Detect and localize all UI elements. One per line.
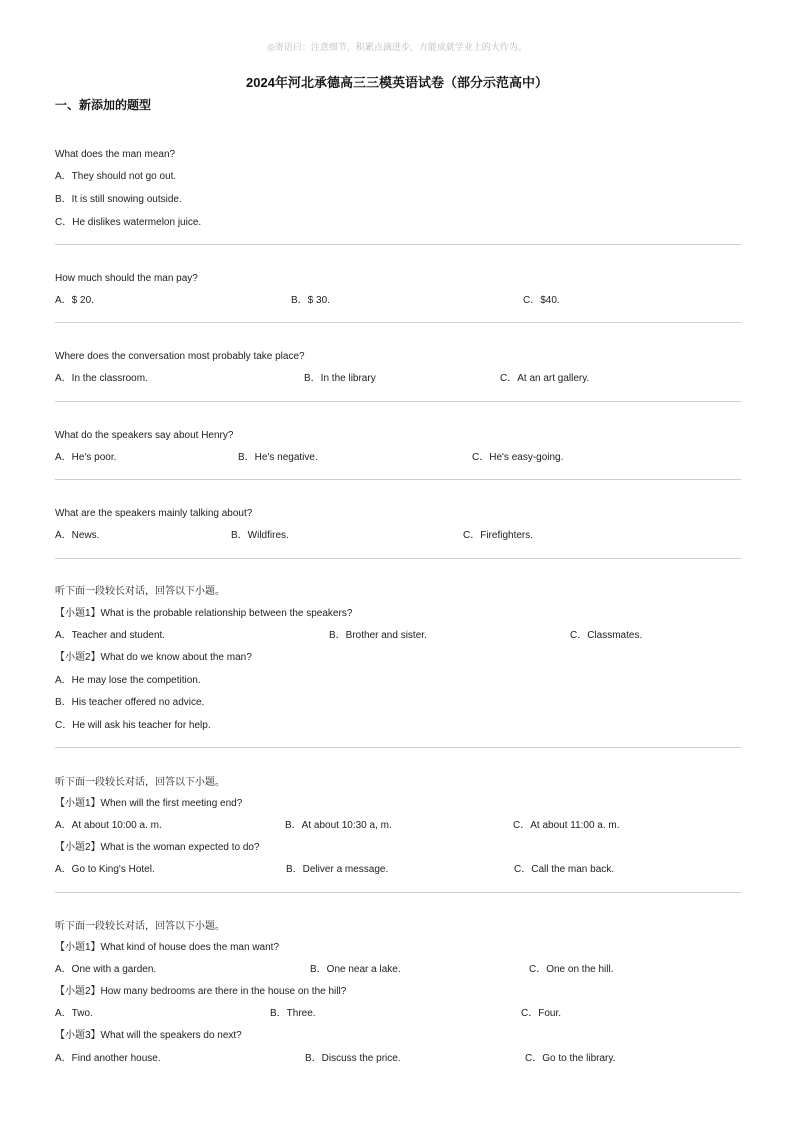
option-b: B．Three. <box>270 1008 316 1019</box>
option-a: A．One with a garden. <box>55 964 157 975</box>
option-a: A．He may lose the competition. <box>55 675 201 686</box>
question-stem: How much should the man pay? <box>55 273 198 284</box>
option-b: B．In the library <box>304 373 376 384</box>
section-heading: 一、新添加的题型 <box>55 98 152 112</box>
divider <box>55 892 741 893</box>
document-title: 2024年河北承德高三三模英语试卷（部分示范高中） <box>246 75 548 90</box>
option-a: A．Go to King's Hotel. <box>55 864 155 875</box>
option-c: C．He will ask his teacher for help. <box>55 720 211 731</box>
option-c: C．Call the man back. <box>514 864 615 875</box>
option-b: B．It is still snowing outside. <box>55 194 182 205</box>
option-c: C．One on the hill. <box>529 964 614 975</box>
divider <box>55 479 741 480</box>
question-stem: What are the speakers mainly talking about? <box>55 508 253 519</box>
option-b: B．Deliver a message. <box>286 864 389 875</box>
option-c: C．Classmates. <box>570 630 643 641</box>
question-stem: What do the speakers say about Henry? <box>55 430 234 441</box>
sub-question-stem: 【小题1】What is the probable relationship between the speakers? <box>55 608 353 619</box>
sub-question-stem: 【小题1】When will the first meeting end? <box>55 798 243 809</box>
option-a: A．In the classroom. <box>55 373 148 384</box>
option-b: B．At about 10:30 a, m. <box>285 820 392 831</box>
option-c: C．Four. <box>521 1008 562 1019</box>
option-b: B．$ 30. <box>291 295 330 306</box>
header-motto: ◎寄语曰：注意细节，积累点滴进步，方能成就学业上的大作为。 <box>267 43 527 53</box>
group-intro: 听下面一段较长对话，回答以下小题。 <box>55 586 225 597</box>
option-a: A．He's poor. <box>55 452 117 463</box>
divider <box>55 244 741 245</box>
divider <box>55 401 741 402</box>
option-c: C．At an art gallery. <box>500 373 590 384</box>
option-b: B．Discuss the price. <box>305 1053 401 1064</box>
option-a: A．Find another house. <box>55 1053 161 1064</box>
option-a: A．They should not go out. <box>55 171 177 182</box>
option-a: A．At about 10:00 a. m. <box>55 820 162 831</box>
option-c: C．$40. <box>523 295 560 306</box>
divider <box>55 558 741 559</box>
option-b: B．His teacher offered no advice. <box>55 697 205 708</box>
option-a: A．Two. <box>55 1008 93 1019</box>
divider <box>55 322 741 323</box>
option-a: A．News. <box>55 530 100 541</box>
option-c: C．He dislikes watermelon juice. <box>55 217 202 228</box>
option-b: B．Brother and sister. <box>329 630 427 641</box>
option-c: C．Firefighters. <box>463 530 534 541</box>
question-stem: What does the man mean? <box>55 149 176 160</box>
option-a: A．Teacher and student. <box>55 630 166 641</box>
sub-question-stem: 【小题2】How many bedrooms are there in the house on the hill? <box>55 986 347 997</box>
option-a: A．$ 20. <box>55 295 94 306</box>
sub-question-stem: 【小题3】What will the speakers do next? <box>55 1030 242 1041</box>
question-stem: Where does the conversation most probably take place? <box>55 351 305 362</box>
option-b: B．One near a lake. <box>310 964 401 975</box>
sub-question-stem: 【小题2】What do we know about the man? <box>55 652 252 663</box>
option-c: C．Go to the library. <box>525 1053 616 1064</box>
option-b: B．He's negative. <box>238 452 318 463</box>
sub-question-stem: 【小题1】What kind of house does the man want? <box>55 942 280 953</box>
divider <box>55 747 741 748</box>
option-b: B．Wildfires. <box>231 530 289 541</box>
sub-question-stem: 【小题2】What is the woman expected to do? <box>55 842 260 853</box>
group-intro: 听下面一段较长对话，回答以下小题。 <box>55 921 225 932</box>
option-c: C．At about 11:00 a. m. <box>513 820 620 831</box>
group-intro: 听下面一段较长对话，回答以下小题。 <box>55 777 225 788</box>
option-c: C．He's easy-going. <box>472 452 564 463</box>
